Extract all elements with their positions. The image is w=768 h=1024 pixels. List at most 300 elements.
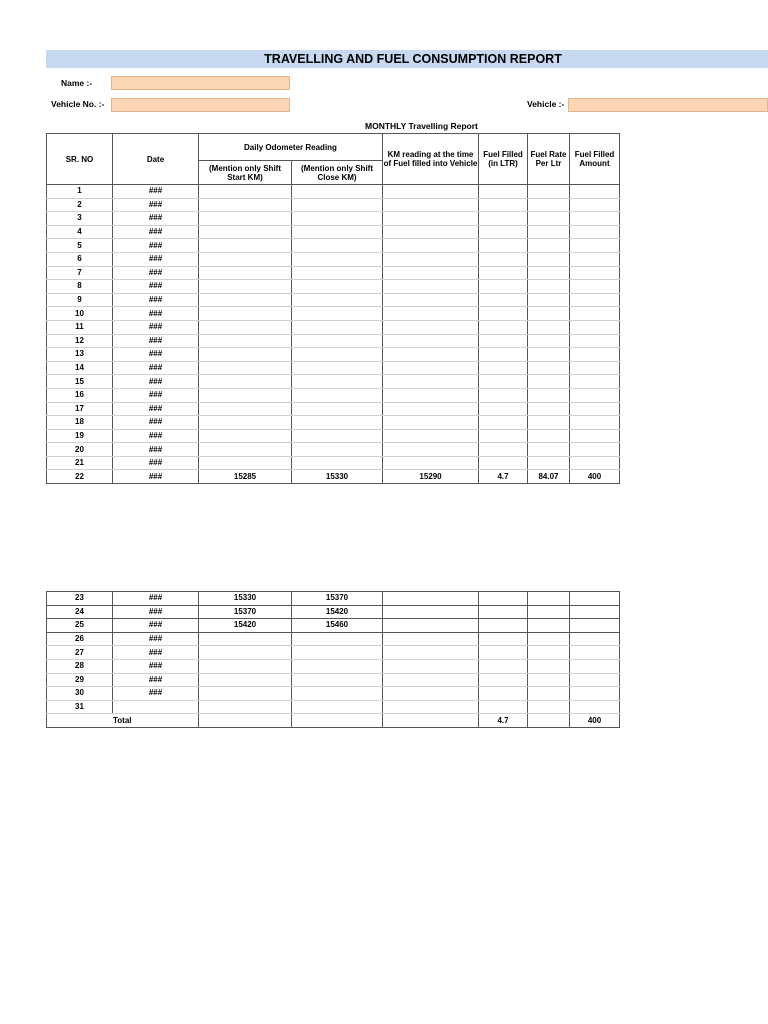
km-reading-cell[interactable] bbox=[383, 293, 479, 307]
table-top-body bbox=[47, 185, 620, 484]
fuel-rate-cell[interactable] bbox=[528, 212, 570, 226]
table-row bbox=[47, 225, 620, 239]
header-fuel-filled: Fuel Filled (in LTR) bbox=[479, 134, 528, 185]
name-field[interactable] bbox=[111, 76, 290, 90]
close-km-cell[interactable] bbox=[292, 646, 383, 660]
start-km-cell[interactable] bbox=[199, 687, 292, 701]
sr-no-cell: 17 bbox=[47, 402, 113, 416]
fuel-rate-cell[interactable] bbox=[528, 646, 570, 660]
km-reading-cell[interactable] bbox=[383, 687, 479, 701]
sr-no-cell: 5 bbox=[47, 239, 113, 253]
km-reading-cell[interactable] bbox=[383, 185, 479, 199]
close-km-cell[interactable]: 15460 bbox=[292, 619, 383, 633]
date-cell: ### bbox=[113, 470, 199, 484]
close-km-cell[interactable] bbox=[292, 687, 383, 701]
start-km-cell[interactable] bbox=[199, 443, 292, 457]
date-cell: ### bbox=[113, 443, 199, 457]
travel-table-top bbox=[46, 133, 620, 484]
km-reading-cell[interactable] bbox=[383, 348, 479, 362]
date-cell: ### bbox=[113, 185, 199, 199]
fuel-filled-cell[interactable] bbox=[479, 185, 528, 199]
start-km-cell[interactable] bbox=[199, 212, 292, 226]
name-label: Name :- bbox=[61, 78, 93, 88]
sr-no-cell: 13 bbox=[47, 348, 113, 362]
close-km-cell[interactable] bbox=[292, 320, 383, 334]
fuel-rate-cell[interactable] bbox=[528, 375, 570, 389]
total-close-cell[interactable] bbox=[292, 714, 383, 728]
table-row bbox=[47, 456, 620, 470]
sr-no-cell: 24 bbox=[47, 605, 113, 619]
fuel-filled-cell[interactable] bbox=[479, 456, 528, 470]
date-cell: ### bbox=[113, 348, 199, 362]
start-km-cell[interactable] bbox=[199, 375, 292, 389]
close-km-cell[interactable] bbox=[292, 185, 383, 199]
date-cell: ### bbox=[113, 619, 199, 633]
fuel-amount-cell[interactable] bbox=[570, 659, 620, 673]
fuel-rate-cell[interactable] bbox=[528, 429, 570, 443]
date-cell: ### bbox=[113, 252, 199, 266]
table-row bbox=[47, 266, 620, 280]
vehicle-label: Vehicle :- bbox=[527, 99, 565, 109]
fuel-filled-cell[interactable] bbox=[479, 619, 528, 633]
km-reading-cell[interactable] bbox=[383, 619, 479, 633]
table-row bbox=[47, 361, 620, 375]
km-reading-cell[interactable] bbox=[383, 646, 479, 660]
close-km-cell[interactable] bbox=[292, 416, 383, 430]
fuel-amount-cell[interactable] bbox=[570, 212, 620, 226]
fuel-filled-cell[interactable] bbox=[479, 700, 528, 714]
table-row bbox=[47, 619, 620, 633]
fuel-filled-cell[interactable] bbox=[479, 212, 528, 226]
table-row bbox=[47, 700, 620, 714]
close-km-cell[interactable] bbox=[292, 198, 383, 212]
close-km-cell[interactable] bbox=[292, 659, 383, 673]
close-km-cell[interactable] bbox=[292, 348, 383, 362]
date-cell: ### bbox=[113, 212, 199, 226]
start-km-cell[interactable] bbox=[199, 456, 292, 470]
start-km-cell[interactable] bbox=[199, 266, 292, 280]
close-km-cell[interactable] bbox=[292, 293, 383, 307]
start-km-cell[interactable] bbox=[199, 646, 292, 660]
total-label: Total bbox=[47, 714, 199, 728]
fuel-amount-cell[interactable] bbox=[570, 280, 620, 294]
table-row bbox=[47, 198, 620, 212]
fuel-amount-cell[interactable] bbox=[570, 429, 620, 443]
km-reading-cell[interactable] bbox=[383, 212, 479, 226]
fuel-filled-cell[interactable] bbox=[479, 293, 528, 307]
date-cell: ### bbox=[113, 361, 199, 375]
fuel-filled-cell[interactable] bbox=[479, 416, 528, 430]
fuel-amount-cell[interactable] bbox=[570, 456, 620, 470]
km-reading-cell[interactable] bbox=[383, 375, 479, 389]
table-row bbox=[47, 402, 620, 416]
close-km-cell[interactable] bbox=[292, 225, 383, 239]
fuel-filled-cell[interactable] bbox=[479, 402, 528, 416]
km-reading-cell[interactable] bbox=[383, 605, 479, 619]
fuel-amount-cell[interactable] bbox=[570, 252, 620, 266]
fuel-amount-cell[interactable] bbox=[570, 198, 620, 212]
table-row bbox=[47, 212, 620, 226]
header-fuel-rate: Fuel Rate Per Ltr bbox=[528, 134, 570, 185]
start-km-cell[interactable] bbox=[199, 252, 292, 266]
table-bottom-body bbox=[47, 592, 620, 714]
sr-no-cell: 22 bbox=[47, 470, 113, 484]
fuel-amount-cell[interactable] bbox=[570, 402, 620, 416]
sr-no-cell: 6 bbox=[47, 252, 113, 266]
sr-no-cell: 11 bbox=[47, 320, 113, 334]
table-row bbox=[47, 293, 620, 307]
fuel-amount-cell[interactable] bbox=[570, 307, 620, 321]
fuel-amount-cell[interactable] bbox=[570, 605, 620, 619]
km-reading-cell[interactable] bbox=[383, 416, 479, 430]
close-km-cell[interactable] bbox=[292, 402, 383, 416]
date-cell: ### bbox=[113, 416, 199, 430]
km-reading-cell[interactable] bbox=[383, 592, 479, 606]
close-km-cell[interactable] bbox=[292, 673, 383, 687]
fuel-filled-cell[interactable] bbox=[479, 225, 528, 239]
start-km-cell[interactable] bbox=[199, 402, 292, 416]
start-km-cell[interactable] bbox=[199, 334, 292, 348]
sr-no-cell: 27 bbox=[47, 646, 113, 660]
fuel-filled-cell[interactable] bbox=[479, 280, 528, 294]
fuel-rate-cell[interactable]: 84.07 bbox=[528, 470, 570, 484]
date-cell: ### bbox=[113, 334, 199, 348]
close-km-cell[interactable] bbox=[292, 361, 383, 375]
fuel-amount-cell[interactable] bbox=[570, 673, 620, 687]
fuel-amount-cell[interactable] bbox=[570, 361, 620, 375]
table-row bbox=[47, 470, 620, 484]
date-cell: ### bbox=[113, 225, 199, 239]
start-km-cell[interactable]: 15330 bbox=[199, 592, 292, 606]
start-km-cell[interactable] bbox=[199, 280, 292, 294]
header-close-km: (Mention only Shift Close KM) bbox=[292, 161, 383, 185]
km-reading-cell[interactable] bbox=[383, 659, 479, 673]
fuel-rate-cell[interactable] bbox=[528, 632, 570, 646]
header-start-km: (Mention only Shift Start KM) bbox=[199, 161, 292, 185]
fuel-filled-cell[interactable] bbox=[479, 198, 528, 212]
fuel-filled-cell[interactable]: 4.7 bbox=[479, 470, 528, 484]
sr-no-cell: 2 bbox=[47, 198, 113, 212]
fuel-rate-cell[interactable] bbox=[528, 307, 570, 321]
fuel-amount-cell[interactable] bbox=[570, 334, 620, 348]
km-reading-cell[interactable] bbox=[383, 320, 479, 334]
fuel-rate-cell[interactable] bbox=[528, 320, 570, 334]
fuel-amount-cell[interactable] bbox=[570, 619, 620, 633]
total-start-cell[interactable] bbox=[199, 714, 292, 728]
start-km-cell[interactable] bbox=[199, 225, 292, 239]
start-km-cell[interactable] bbox=[199, 320, 292, 334]
date-cell: ### bbox=[113, 402, 199, 416]
fuel-amount-cell[interactable]: 400 bbox=[570, 470, 620, 484]
sr-no-cell: 12 bbox=[47, 334, 113, 348]
fuel-filled-cell[interactable] bbox=[479, 646, 528, 660]
date-cell: ### bbox=[113, 456, 199, 470]
fuel-rate-cell[interactable] bbox=[528, 402, 570, 416]
fuel-filled-cell[interactable] bbox=[479, 239, 528, 253]
table-row bbox=[47, 375, 620, 389]
km-reading-cell[interactable] bbox=[383, 239, 479, 253]
fuel-filled-cell[interactable] bbox=[479, 429, 528, 443]
close-km-cell[interactable] bbox=[292, 307, 383, 321]
close-km-cell[interactable] bbox=[292, 429, 383, 443]
sr-no-cell: 9 bbox=[47, 293, 113, 307]
close-km-cell[interactable] bbox=[292, 252, 383, 266]
date-cell: ### bbox=[113, 307, 199, 321]
fuel-filled-cell[interactable] bbox=[479, 659, 528, 673]
km-reading-cell[interactable] bbox=[383, 632, 479, 646]
sr-no-cell: 15 bbox=[47, 375, 113, 389]
fuel-filled-cell[interactable] bbox=[479, 348, 528, 362]
km-reading-cell[interactable] bbox=[383, 700, 479, 714]
table-row bbox=[47, 320, 620, 334]
table-row bbox=[47, 687, 620, 701]
start-km-cell[interactable]: 15285 bbox=[199, 470, 292, 484]
table-row bbox=[47, 280, 620, 294]
close-km-cell[interactable]: 15370 bbox=[292, 592, 383, 606]
fuel-rate-cell[interactable] bbox=[528, 659, 570, 673]
table-row bbox=[47, 659, 620, 673]
fuel-filled-cell[interactable] bbox=[479, 320, 528, 334]
fuel-rate-cell[interactable] bbox=[528, 456, 570, 470]
sr-no-cell: 16 bbox=[47, 388, 113, 402]
fuel-rate-cell[interactable] bbox=[528, 443, 570, 457]
fuel-rate-cell[interactable] bbox=[528, 673, 570, 687]
fuel-rate-cell[interactable] bbox=[528, 416, 570, 430]
fuel-filled-cell[interactable] bbox=[479, 592, 528, 606]
date-cell: ### bbox=[113, 375, 199, 389]
fuel-filled-cell[interactable] bbox=[479, 334, 528, 348]
fuel-rate-cell[interactable] bbox=[528, 605, 570, 619]
date-cell: ### bbox=[113, 605, 199, 619]
km-reading-cell[interactable]: 15290 bbox=[383, 470, 479, 484]
fuel-rate-cell[interactable] bbox=[528, 592, 570, 606]
date-cell: ### bbox=[113, 646, 199, 660]
fuel-amount-cell[interactable] bbox=[570, 388, 620, 402]
sr-no-cell: 4 bbox=[47, 225, 113, 239]
km-reading-cell[interactable] bbox=[383, 334, 479, 348]
start-km-cell[interactable]: 15370 bbox=[199, 605, 292, 619]
start-km-cell[interactable] bbox=[199, 416, 292, 430]
start-km-cell[interactable] bbox=[199, 429, 292, 443]
fuel-filled-cell[interactable] bbox=[479, 443, 528, 457]
fuel-filled-cell[interactable] bbox=[479, 632, 528, 646]
close-km-cell[interactable] bbox=[292, 266, 383, 280]
fuel-amount-cell[interactable] bbox=[570, 632, 620, 646]
date-cell bbox=[113, 700, 199, 714]
sr-no-cell: 23 bbox=[47, 592, 113, 606]
date-cell: ### bbox=[113, 388, 199, 402]
close-km-cell[interactable] bbox=[292, 456, 383, 470]
sr-no-cell: 30 bbox=[47, 687, 113, 701]
table-row bbox=[47, 632, 620, 646]
total-row bbox=[47, 714, 620, 728]
report-subtitle: MONTHLY Travelling Report bbox=[365, 121, 478, 131]
start-km-cell[interactable] bbox=[199, 659, 292, 673]
fuel-filled-cell[interactable] bbox=[479, 673, 528, 687]
km-reading-cell[interactable] bbox=[383, 402, 479, 416]
km-reading-cell[interactable] bbox=[383, 443, 479, 457]
fuel-rate-cell[interactable] bbox=[528, 280, 570, 294]
date-cell: ### bbox=[113, 632, 199, 646]
fuel-filled-cell[interactable] bbox=[479, 687, 528, 701]
fuel-amount-cell[interactable] bbox=[570, 375, 620, 389]
fuel-amount-cell[interactable] bbox=[570, 320, 620, 334]
sr-no-cell: 28 bbox=[47, 659, 113, 673]
fuel-rate-cell[interactable] bbox=[528, 239, 570, 253]
fuel-filled-cell[interactable] bbox=[479, 252, 528, 266]
km-reading-cell[interactable] bbox=[383, 388, 479, 402]
total-rate-cell[interactable] bbox=[528, 714, 570, 728]
fuel-rate-cell[interactable] bbox=[528, 293, 570, 307]
date-cell: ### bbox=[113, 429, 199, 443]
fuel-rate-cell[interactable] bbox=[528, 619, 570, 633]
start-km-cell[interactable] bbox=[199, 632, 292, 646]
report-title: TRAVELLING AND FUEL CONSUMPTION REPORT bbox=[264, 52, 562, 66]
close-km-cell[interactable]: 15330 bbox=[292, 470, 383, 484]
fuel-amount-cell[interactable] bbox=[570, 443, 620, 457]
fuel-filled-cell[interactable] bbox=[479, 388, 528, 402]
fuel-rate-cell[interactable] bbox=[528, 185, 570, 199]
fuel-amount-cell[interactable] bbox=[570, 266, 620, 280]
start-km-cell[interactable] bbox=[199, 700, 292, 714]
sr-no-cell: 21 bbox=[47, 456, 113, 470]
table-row bbox=[47, 239, 620, 253]
km-reading-cell[interactable] bbox=[383, 198, 479, 212]
fuel-rate-cell[interactable] bbox=[528, 252, 570, 266]
close-km-cell[interactable] bbox=[292, 443, 383, 457]
km-reading-cell[interactable] bbox=[383, 456, 479, 470]
total-km-cell[interactable] bbox=[383, 714, 479, 728]
vehicle-no-field[interactable] bbox=[111, 98, 290, 112]
vehicle-field[interactable] bbox=[568, 98, 768, 112]
km-reading-cell[interactable] bbox=[383, 280, 479, 294]
start-km-cell[interactable] bbox=[199, 388, 292, 402]
km-reading-cell[interactable] bbox=[383, 361, 479, 375]
km-reading-cell[interactable] bbox=[383, 429, 479, 443]
header-sr-no: SR. NO bbox=[47, 134, 113, 185]
close-km-cell[interactable]: 15420 bbox=[292, 605, 383, 619]
close-km-cell[interactable] bbox=[292, 334, 383, 348]
fuel-amount-cell[interactable] bbox=[570, 239, 620, 253]
fuel-filled-cell[interactable] bbox=[479, 266, 528, 280]
fuel-filled-cell[interactable] bbox=[479, 605, 528, 619]
start-km-cell[interactable] bbox=[199, 361, 292, 375]
date-cell: ### bbox=[113, 659, 199, 673]
header-km-reading: KM reading at the time of Fuel filled into Vehicle bbox=[383, 134, 479, 185]
start-km-cell[interactable] bbox=[199, 239, 292, 253]
start-km-cell[interactable] bbox=[199, 198, 292, 212]
sr-no-cell: 1 bbox=[47, 185, 113, 199]
total-fuel-cell: 4.7 bbox=[479, 714, 528, 728]
start-km-cell[interactable] bbox=[199, 673, 292, 687]
header-fuel-amount: Fuel Filled Amount bbox=[570, 134, 620, 185]
fuel-rate-cell[interactable] bbox=[528, 687, 570, 701]
fuel-amount-cell[interactable] bbox=[570, 700, 620, 714]
km-reading-cell[interactable] bbox=[383, 225, 479, 239]
table-row bbox=[47, 416, 620, 430]
fuel-filled-cell[interactable] bbox=[479, 307, 528, 321]
report-title-bar bbox=[46, 50, 768, 68]
start-km-cell[interactable] bbox=[199, 293, 292, 307]
start-km-cell[interactable]: 15420 bbox=[199, 619, 292, 633]
table-row bbox=[47, 429, 620, 443]
sr-no-cell: 31 bbox=[47, 700, 113, 714]
table-row bbox=[47, 673, 620, 687]
date-cell: ### bbox=[113, 592, 199, 606]
fuel-rate-cell[interactable] bbox=[528, 700, 570, 714]
fuel-rate-cell[interactable] bbox=[528, 225, 570, 239]
fuel-amount-cell[interactable] bbox=[570, 185, 620, 199]
fuel-filled-cell[interactable] bbox=[479, 375, 528, 389]
fuel-rate-cell[interactable] bbox=[528, 198, 570, 212]
table-row bbox=[47, 252, 620, 266]
sr-no-cell: 20 bbox=[47, 443, 113, 457]
start-km-cell[interactable] bbox=[199, 348, 292, 362]
fuel-amount-cell[interactable] bbox=[570, 293, 620, 307]
fuel-amount-cell[interactable] bbox=[570, 687, 620, 701]
sr-no-cell: 3 bbox=[47, 212, 113, 226]
table-row bbox=[47, 388, 620, 402]
table-row bbox=[47, 334, 620, 348]
fuel-amount-cell[interactable] bbox=[570, 592, 620, 606]
close-km-cell[interactable] bbox=[292, 700, 383, 714]
table-row bbox=[47, 605, 620, 619]
table-row bbox=[47, 646, 620, 660]
fuel-rate-cell[interactable] bbox=[528, 388, 570, 402]
date-cell: ### bbox=[113, 280, 199, 294]
close-km-cell[interactable] bbox=[292, 632, 383, 646]
start-km-cell[interactable] bbox=[199, 185, 292, 199]
date-cell: ### bbox=[113, 293, 199, 307]
fuel-rate-cell[interactable] bbox=[528, 361, 570, 375]
sr-no-cell: 26 bbox=[47, 632, 113, 646]
date-cell: ### bbox=[113, 320, 199, 334]
close-km-cell[interactable] bbox=[292, 280, 383, 294]
fuel-filled-cell[interactable] bbox=[479, 361, 528, 375]
fuel-rate-cell[interactable] bbox=[528, 348, 570, 362]
fuel-amount-cell[interactable] bbox=[570, 348, 620, 362]
header-odometer-group: Daily Odometer Reading bbox=[199, 134, 383, 161]
sr-no-cell: 10 bbox=[47, 307, 113, 321]
fuel-rate-cell[interactable] bbox=[528, 334, 570, 348]
fuel-amount-cell[interactable] bbox=[570, 225, 620, 239]
fuel-rate-cell[interactable] bbox=[528, 266, 570, 280]
close-km-cell[interactable] bbox=[292, 388, 383, 402]
total-amount-cell: 400 bbox=[570, 714, 620, 728]
header-date: Date bbox=[113, 134, 199, 185]
close-km-cell[interactable] bbox=[292, 375, 383, 389]
date-cell: ### bbox=[113, 239, 199, 253]
table-row bbox=[47, 443, 620, 457]
km-reading-cell[interactable] bbox=[383, 252, 479, 266]
close-km-cell[interactable] bbox=[292, 212, 383, 226]
table-row bbox=[47, 348, 620, 362]
start-km-cell[interactable] bbox=[199, 307, 292, 321]
km-reading-cell[interactable] bbox=[383, 673, 479, 687]
table-row bbox=[47, 307, 620, 321]
fuel-amount-cell[interactable] bbox=[570, 416, 620, 430]
sr-no-cell: 7 bbox=[47, 266, 113, 280]
vehicle-no-label: Vehicle No. :- bbox=[51, 99, 105, 109]
date-cell: ### bbox=[113, 673, 199, 687]
fuel-amount-cell[interactable] bbox=[570, 646, 620, 660]
km-reading-cell[interactable] bbox=[383, 307, 479, 321]
sr-no-cell: 25 bbox=[47, 619, 113, 633]
km-reading-cell[interactable] bbox=[383, 266, 479, 280]
travel-table-bottom bbox=[46, 591, 620, 728]
close-km-cell[interactable] bbox=[292, 239, 383, 253]
date-cell: ### bbox=[113, 198, 199, 212]
